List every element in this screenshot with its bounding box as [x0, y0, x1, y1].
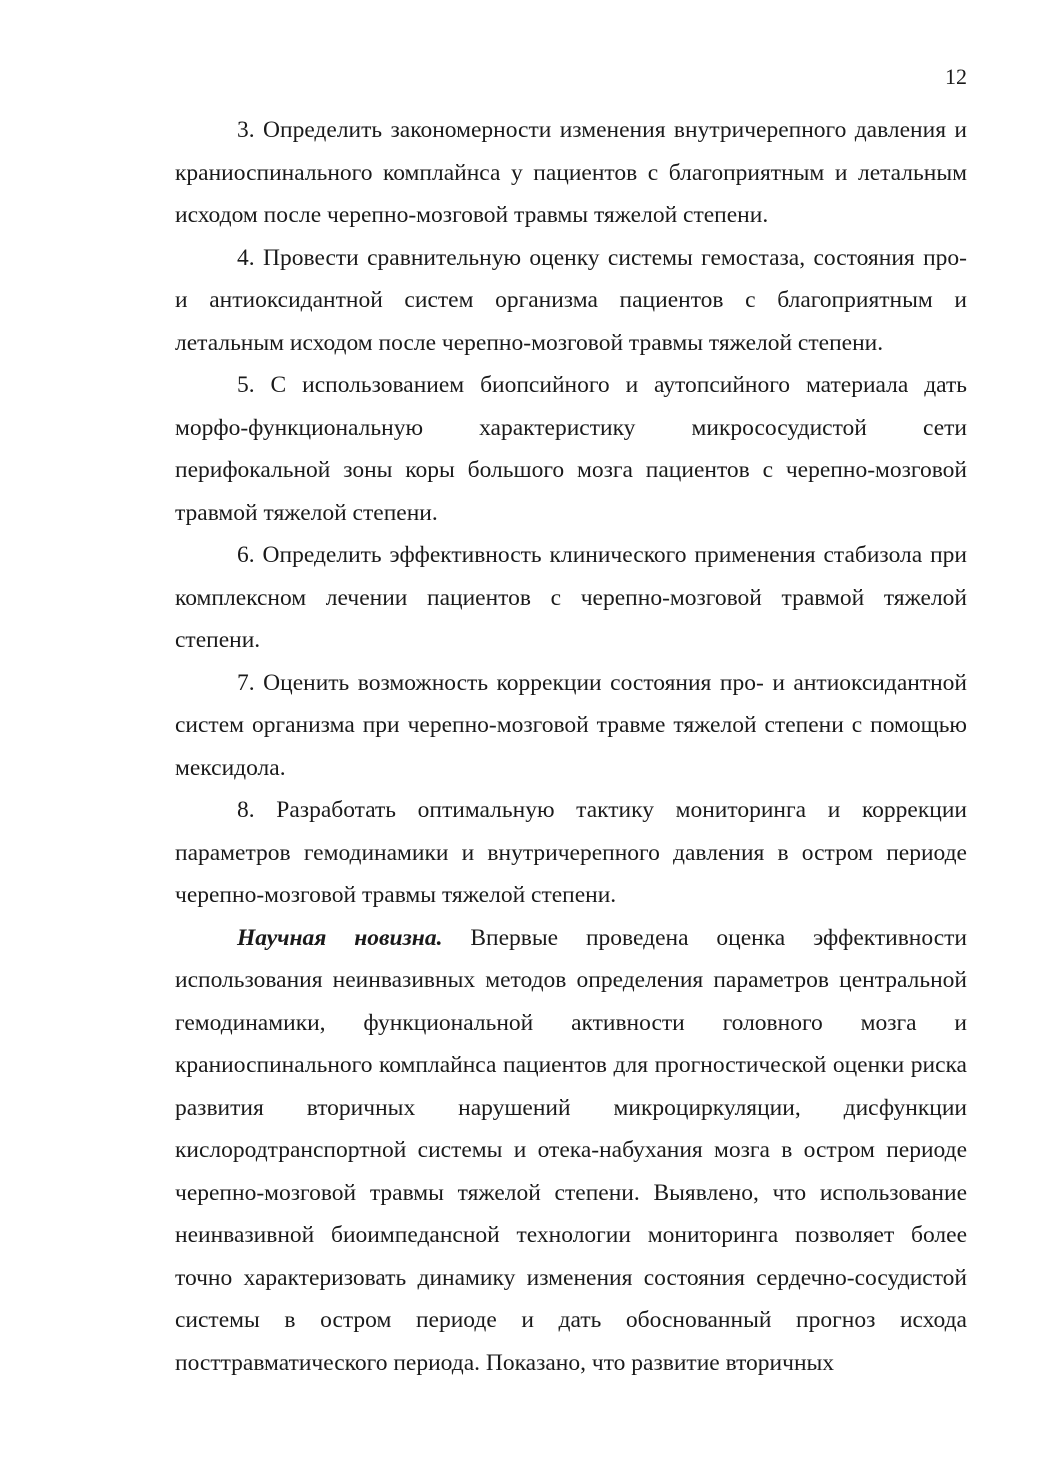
paragraph-objective-5: 5. С использованием биопсийного и аутопсийного материала дать морфо-функциональную характеристику микрососудистой сети перифокальной зоны коры большого мозга пациентов с черепно-мозговой травмой тяжелой степени.: [175, 372, 967, 526]
page-number: 12: [945, 64, 967, 89]
paragraph-objective-4: 4. Провести сравнительную оценку системы гемостаза, состояния про- и антиоксидантной систем организма пациентов с благоприятным и летальным исходом после черепно-мозговой травмы тяжелой степени.: [175, 244, 967, 356]
paragraph-novelty-text: Впервые проведена оценка эффективности использования неинвазивных методов определения параметров центральной гемодинамики, функциональной активности головного мозга и краниоспинального комплайнса пациентов для прогностической оценки риска развития вторичных нарушений микроциркуляции, дисфункции кислородтранспортной системы и отека-набухания мозга в остром периоде черепно-мозговой травмы тяжелой степени. Выявлено, что использование неинвазивной биоимпедансной технологии мониторинга позволяет более точно характеризовать динамику изменения состояния сердечно-сосудистой системы в остром периоде и дать обоснованный прогноз исхода посттравматического периода. Показано, что развитие вторичных: [175, 924, 967, 1376]
paragraph-objective-8: 8. Разработать оптимальную тактику мониторинга и коррекции параметров гемодинамики и внутричерепного давления в остром периоде черепно-мозговой травмы тяжелой степени.: [175, 797, 967, 908]
paragraph-objective-6: 6. Определить эффективность клинического применения стабизола при комплексном лечении пациентов с черепно-мозговой травмой тяжелой степени.: [175, 542, 967, 653]
paragraph-scientific-novelty: [175, 917, 967, 1385]
paragraph-objective-3: 3. Определить закономерности изменения внутричерепного давления и краниоспинального комплайнса у пациентов с благоприятным и летальным исходом после черепно-мозговой травмы тяжелой степени.: [175, 117, 967, 228]
section-heading-scientific-novelty: Научная новизна.: [237, 924, 443, 951]
body-text: [175, 109, 967, 1384]
paragraph-objective-7: 7. Оценить возможность коррекции состояния про- и антиоксидантной систем организма при черепно-мозговой травме тяжелой степени с помощью мексидола.: [175, 669, 967, 781]
